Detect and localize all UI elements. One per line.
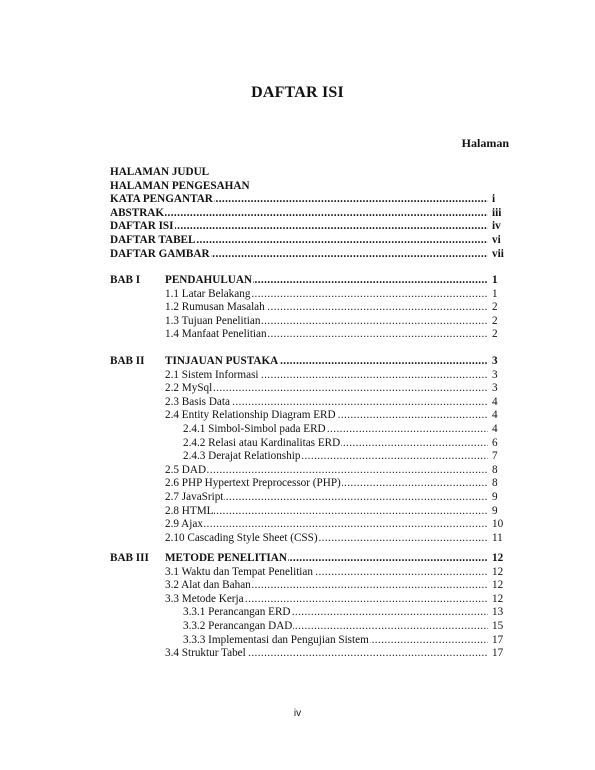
toc-page-number: iii xyxy=(492,206,502,219)
toc-entry-label: 2.4.3 Derajat Relationship xyxy=(183,450,301,463)
toc-page-number: 2 xyxy=(492,314,498,327)
toc-row-section xyxy=(110,620,510,634)
toc-entry-label: 2.5 DAD xyxy=(165,463,207,476)
toc-entry-label: KATA PENGANTAR xyxy=(110,193,213,206)
toc-page-number: 11 xyxy=(492,531,503,544)
toc-page-number: 6 xyxy=(492,436,498,449)
toc-entry-label: 2.1 Sistem Informasi xyxy=(165,368,259,381)
toc-row-section xyxy=(110,579,510,593)
toc-row-front xyxy=(110,166,510,180)
toc-row-section xyxy=(110,532,510,546)
toc-entry-label: 1.1 Latar Belakang xyxy=(165,287,251,300)
toc-row-section xyxy=(110,518,510,532)
toc-leader-dots xyxy=(110,207,488,221)
toc-page-number: 2 xyxy=(492,328,498,341)
toc-page-number: 3 xyxy=(492,382,498,395)
toc-row-front xyxy=(110,193,510,207)
toc-entry-label: 3.3.1 Perancangan ERD xyxy=(183,606,291,619)
toc-row-section xyxy=(110,382,510,396)
toc-entry-label: 3.2 Alat dan Bahan xyxy=(165,579,251,592)
toc-entry-label: HALAMAN JUDUL xyxy=(110,166,210,178)
toc-entry-label: 2.10 Cascading Style Sheet (CSS) xyxy=(165,531,318,544)
toc-entry-label: 1.4 Manfaat Penelitian xyxy=(165,328,267,341)
toc-row-section xyxy=(110,369,510,383)
toc-page-number: 4 xyxy=(492,422,498,435)
toc-row-chapter xyxy=(110,274,510,288)
toc-row-section xyxy=(110,396,510,410)
toc-entry-label: TINJAUAN PUSTAKA xyxy=(165,355,279,367)
page-title: DAFTAR ISI xyxy=(251,84,344,101)
toc-entry-label: 3.3 Metode Kerja xyxy=(165,592,244,605)
toc-entry-label: 2.9 Ajax xyxy=(165,518,203,531)
toc-entry-label: METODE PENELITIAN xyxy=(165,552,287,564)
toc-row-section xyxy=(110,409,510,423)
toc-row-front xyxy=(110,234,510,248)
toc-row-section xyxy=(110,477,510,491)
toc-front-matter xyxy=(110,166,510,261)
toc-entry-label: 3.1 Waktu dan Tempat Penelitian xyxy=(165,565,313,578)
toc-page-number: 1 xyxy=(492,287,498,300)
toc-entry-label: DAFTAR TABEL xyxy=(110,233,196,246)
toc-page-number: 9 xyxy=(492,504,498,517)
toc-page-number: 15 xyxy=(492,619,504,632)
toc-entry-label: 1.2 Rumusan Masalah xyxy=(165,301,265,314)
toc-chapter-3 xyxy=(110,552,510,661)
chapter-number: BAB III xyxy=(110,552,149,564)
toc-page-number: 3 xyxy=(492,355,498,367)
toc-page-number: 13 xyxy=(492,606,504,619)
toc-row-section xyxy=(110,423,510,437)
toc-page-number: 8 xyxy=(492,477,498,490)
toc-page-number: 4 xyxy=(492,395,498,408)
toc-row-section xyxy=(110,464,510,478)
toc-row-section xyxy=(110,606,510,620)
toc-page-number: 9 xyxy=(492,490,498,503)
toc-page-number: 1 xyxy=(492,274,498,286)
toc-page-number: 17 xyxy=(492,633,504,646)
toc-row-section xyxy=(110,437,510,451)
toc-entry-label: 3.4 Struktur Tabel xyxy=(165,647,246,660)
toc-page-number: iv xyxy=(492,220,501,233)
toc-entry-label: 1.3 Tujuan Penelitian xyxy=(165,314,261,327)
toc-leader-dots xyxy=(165,382,488,396)
toc-row-section xyxy=(110,450,510,464)
toc-page-number: 12 xyxy=(492,592,504,605)
toc-leader-dots xyxy=(165,464,488,478)
toc-row-chapter xyxy=(110,355,510,369)
toc-page-number: 3 xyxy=(492,368,498,381)
toc-entry-label: 2.4 Entity Relationship Diagram ERD xyxy=(165,409,336,422)
toc-row-section xyxy=(110,634,510,648)
toc-page-number: 2 xyxy=(492,301,498,314)
toc-page-number: 12 xyxy=(492,565,504,578)
toc-page-number: 17 xyxy=(492,647,504,660)
toc-row-section xyxy=(110,301,510,315)
toc-row-front xyxy=(110,207,510,221)
toc-leader-dots xyxy=(165,518,488,532)
toc-entry-label: DAFTAR ISI xyxy=(110,220,174,233)
toc-chapter-2 xyxy=(110,355,510,545)
toc-entry-label: 3.3.3 Implementasi dan Pengujian Sistem xyxy=(183,633,369,646)
toc-row-section xyxy=(110,647,510,661)
toc-row-section xyxy=(110,566,510,580)
toc-entry-label: 2.4.1 Simbol-Simbol pada ERD xyxy=(183,422,326,435)
toc-row-section xyxy=(110,593,510,607)
toc-row-section xyxy=(110,505,510,519)
toc-page-number: 7 xyxy=(492,450,498,463)
toc-row-front xyxy=(110,220,510,234)
toc-page-number: i xyxy=(492,193,496,206)
toc-page-number: 12 xyxy=(492,579,504,592)
toc-row-chapter xyxy=(110,552,510,566)
toc-chapter-1 xyxy=(110,274,510,342)
toc-row-section xyxy=(110,315,510,329)
toc-entry-label: 2.2 MySql xyxy=(165,382,213,395)
toc-page-number: 8 xyxy=(492,463,498,476)
toc-row-front xyxy=(110,248,510,262)
toc-row-section xyxy=(110,328,510,342)
toc-page-number: vii xyxy=(492,247,504,260)
toc-entry-label: DAFTAR GAMBAR xyxy=(110,247,210,260)
toc-entry-label: 2.6 PHP Hypertext Preprocessor (PHP) xyxy=(165,477,341,490)
toc-entry-label: PENDAHULUAN xyxy=(165,274,253,286)
toc-row-front xyxy=(110,180,510,194)
chapter-number: BAB I xyxy=(110,274,141,286)
chapter-number: BAB II xyxy=(110,355,145,367)
toc-entry-label: 2.3 Basis Data xyxy=(165,395,230,408)
toc-page-number: 4 xyxy=(492,409,498,422)
toc-row-section xyxy=(110,288,510,302)
toc-entry-label: 2.4.2 Relasi atau Kardinalitas ERD xyxy=(183,436,341,449)
toc-entry-label: ABSTRAK xyxy=(110,206,165,219)
halaman-label: Halaman xyxy=(461,136,509,150)
toc-entry-label: 2.8 HTML xyxy=(165,504,214,517)
toc-entry-label: HALAMAN PENGESAHAN xyxy=(110,179,250,192)
toc-page-number: 10 xyxy=(492,518,504,531)
toc-entry-label: 2.7 JavaSript xyxy=(165,490,224,503)
page-number-footer: iv xyxy=(293,708,302,719)
toc-page-number: 12 xyxy=(492,552,504,564)
toc-row-section xyxy=(110,491,510,505)
toc-page-number: vi xyxy=(492,233,501,246)
toc-entry-label: 3.3.2 Perancangan DAD xyxy=(183,619,293,632)
